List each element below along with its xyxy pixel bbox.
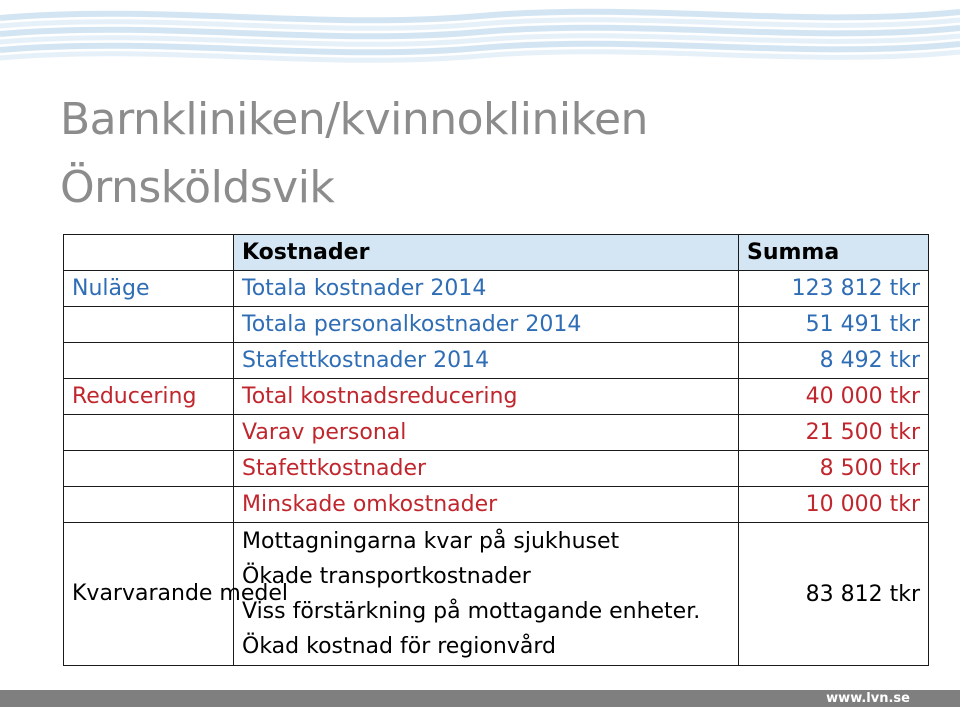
table-row: [64, 307, 929, 343]
row-sum: 21 500 tkr: [739, 415, 929, 451]
header-cost: Kostnader: [234, 235, 739, 271]
row-sum: 123 812 tkr: [739, 271, 929, 307]
row-category: [64, 415, 234, 451]
row-cost: Varav personal: [234, 415, 739, 451]
table-row: [64, 415, 929, 451]
cost-line: Ökad kostnad för regionvård: [242, 634, 556, 659]
row-category: [64, 343, 234, 379]
row-cost: Stafettkostnader: [234, 451, 739, 487]
row-category: Kvarvarande medel: [64, 523, 234, 666]
row-cost: Totala kostnader 2014: [234, 271, 739, 307]
table-header-row: [64, 235, 929, 271]
table-row: [64, 379, 929, 415]
row-category: Reducering: [64, 379, 234, 415]
cost-line: Ökade transportkostnader: [242, 564, 531, 589]
row-cost: Total kostnadsreducering: [234, 379, 739, 415]
row-sum: 8 492 tkr: [739, 343, 929, 379]
cost-line: Viss förstärkning på mottagande enheter.: [242, 599, 701, 624]
row-category: [64, 307, 234, 343]
table-row: [64, 487, 929, 523]
row-sum: 8 500 tkr: [739, 451, 929, 487]
table-row: [64, 451, 929, 487]
footer-url[interactable]: www.lvn.se: [826, 691, 910, 706]
table-row-remaining: [64, 523, 929, 666]
cost-line: Mottagningarna kvar på sjukhuset: [242, 529, 620, 554]
table-row: [64, 271, 929, 307]
page-title: [60, 86, 920, 222]
row-sum: 10 000 tkr: [739, 487, 929, 523]
row-cost: Stafettkostnader 2014: [234, 343, 739, 379]
table-row: [64, 343, 929, 379]
row-cost: Totala personalkostnader 2014: [234, 307, 739, 343]
cost-table: [63, 234, 929, 666]
title-line-2: Örnsköldsvik: [60, 162, 335, 213]
row-category: [64, 487, 234, 523]
title-line-1: Barnkliniken/kvinnokliniken: [60, 94, 648, 145]
row-sum: 40 000 tkr: [739, 379, 929, 415]
footer-bar: [0, 690, 960, 707]
row-sum: 83 812 tkr: [739, 523, 929, 666]
row-sum: 51 491 tkr: [739, 307, 929, 343]
header-category: [64, 235, 234, 271]
row-cost-list: [234, 523, 739, 666]
wave-decoration: [0, 0, 960, 90]
header-sum: Summa: [739, 235, 929, 271]
row-category: Nuläge: [64, 271, 234, 307]
row-cost: Minskade omkostnader: [234, 487, 739, 523]
row-category: [64, 451, 234, 487]
